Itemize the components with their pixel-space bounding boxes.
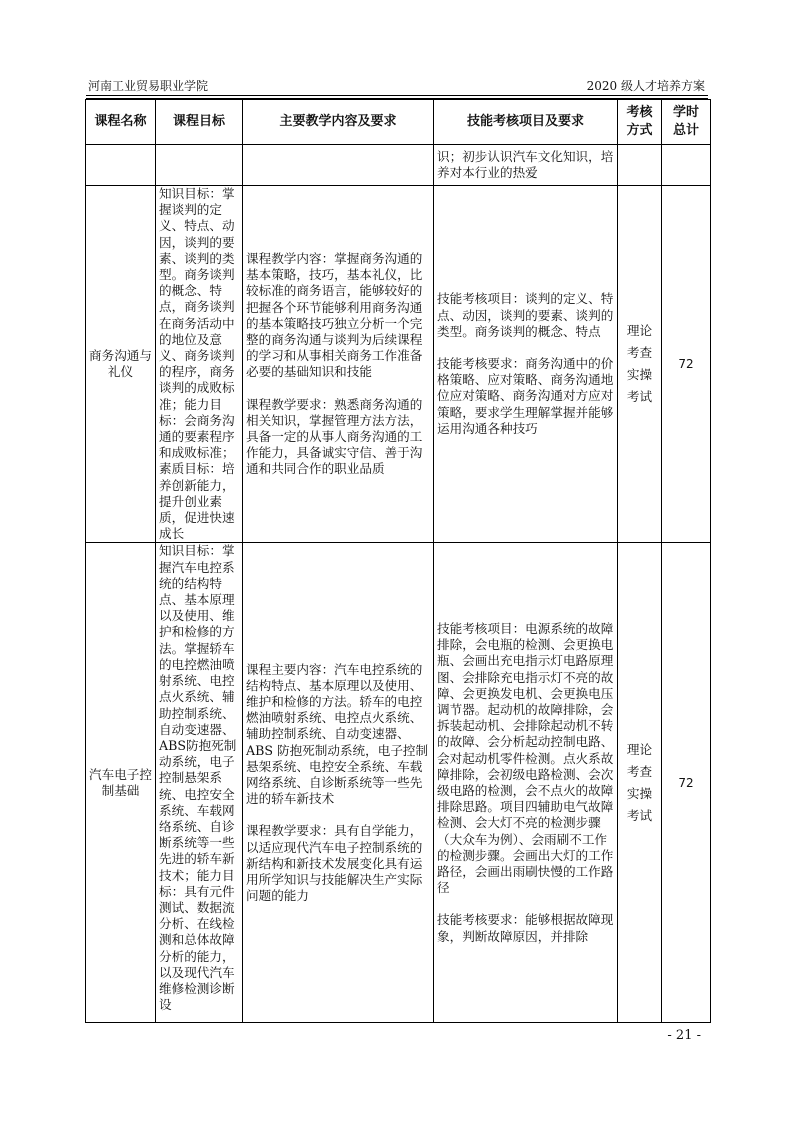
course-name: 汽车电子控制基础: [86, 543, 156, 1023]
table-row-continuation: [86, 145, 711, 186]
assessment-mode: 理论考查实操考试: [618, 186, 662, 543]
col-header-goal: 课程目标: [156, 100, 243, 145]
cont-hours-cell: [662, 145, 711, 186]
content-paragraph: 课程教学内容：掌握商务沟通的基本策略，技巧，基本礼仪，比较标准的商务语言，能够较好的把握各个环节能够利用商务沟通的基本策略技巧独立分析一个完整的商务沟通与谈判为后续课程的学习和从事相关商务工作准备必要的基础知识和技能: [246, 250, 423, 380]
content-paragraph: 课程主要内容：汽车电控系统的结构特点、基本原理以及使用、维护和检修的方法。轿车的电控燃油喷射系统、电控点火系统、辅助控制系统、自动变速器、ABS 防抱死制动系统，电子控制悬架系统、电控安全系统、车载网络系统、自诊断系统等一些先进的轿车新技术: [246, 661, 429, 807]
content-requirements: 课程教学要求：熟悉商务沟通的相关知识，掌握管理方法方法，具备一定的从事人商务沟通的工作能力，具备诚实守信、善于沟通和共同合作的职业品质: [246, 396, 423, 477]
course-goal: 知识目标：掌握汽车电控系统的结构特点、基本原理以及使用、维护和检修的方法。掌握轿车的电控燃油喷射系统、电控点火系统、辅助控制系统、自动变速器、ABS防抱死制动系统，电子控制悬架系统、电控安全系统、车载网络系统、自诊断系统等一些先进的轿车新技术；能力目标：具有元件测试、数据流分析、在线检测和总体故障分析的能力，以及现代汽车维修检测诊断设: [156, 543, 243, 1023]
page-number: - 21 -: [667, 1028, 701, 1043]
cont-content-cell: [243, 145, 434, 186]
header-plan-title: 2020 级人才培养方案: [586, 79, 705, 93]
course-content: [243, 186, 434, 543]
col-header-hours-1: 学时: [672, 105, 699, 120]
skill-assessment: [434, 543, 618, 1023]
table-row: [86, 543, 711, 1023]
col-header-mode-2: 方式: [626, 123, 653, 138]
col-header-skill: 技能考核项目及要求: [434, 100, 618, 145]
skill-requirements: 技能考核要求：商务沟通中的价格策略、应对策略、商务沟通地位应对策略、商务沟通对方应对策略，要求学生理解掌握并能够运用沟通各种技巧: [437, 356, 614, 436]
skill-assessment: [434, 186, 618, 543]
assessment-mode: 理论考查实操考试: [618, 543, 662, 1023]
col-header-mode-1: 考核: [626, 105, 653, 120]
curriculum-table: [85, 99, 711, 1023]
cont-name-cell: [86, 145, 156, 186]
col-header-hours: [662, 100, 711, 145]
header-institution: 河南工业贸易职业学院: [88, 79, 209, 93]
skill-items: 技能考核项目：电源系统的故障排除，会电瓶的检测、会更换电瓶、会画出充电指示灯电路原理图、会排除充电指示灯不亮的故障、会更换发电机、会更换电压调节器。起动机的故障排除，会拆装起动机、会排除起动机不转的故障、会分析起动控制电路、会对起动机零件检测。点火系故障排除，会初级电路检测、会次级电路的检测，会不点火的故障排除思路。项目四辅助电气故障检测、会大灯不亮的检测步骤（大众车为例）、会雨刷不工作的检测步骤。会画出大灯的工作路径，会画出雨刷快慢的工作路径: [437, 621, 614, 896]
cont-skill-cell: 识；初步认识汽车文化知识，培养对本行业的热爱: [434, 145, 618, 186]
skill-requirements: 技能考核要求：能够根据故障现象，判断故障原因，并排除: [437, 912, 614, 944]
col-header-mode: [618, 100, 662, 145]
total-hours: 72: [662, 543, 711, 1023]
col-header-name: 课程名称: [86, 100, 156, 145]
cont-mode-cell: [618, 145, 662, 186]
content-requirements: 课程教学要求：具有自学能力，以适应现代汽车电子控制系统的新结构和新技术发展变化具有运用所学知识与技能解决生产实际问题的能力: [246, 823, 423, 904]
total-hours: 72: [662, 186, 711, 543]
header-rule: [86, 95, 708, 96]
col-header-hours-2: 总计: [672, 123, 699, 138]
table-header-row: [86, 100, 711, 145]
course-name: 商务沟通与礼仪: [86, 186, 156, 543]
table-row: [86, 186, 711, 543]
course-goal: 知识目标：掌握谈判的定义、特点、动因，谈判的要素、谈判的类型。商务谈判的概念、特点，商务谈判在商务活动中的地位及意义、商务谈判的程序，商务谈判的成败标准；能力目标：会商务沟通的要素程序和成败标准；素质目标：培养创新能力，提升创业素质，促进快速成长: [156, 186, 243, 543]
course-content: [243, 543, 434, 1023]
skill-items: 技能考核项目：谈判的定义、特点、动因，谈判的要素、谈判的类型。商务谈判的概念、特点: [437, 291, 614, 339]
col-header-content: 主要教学内容及要求: [243, 100, 434, 145]
cont-goal-cell: [156, 145, 243, 186]
